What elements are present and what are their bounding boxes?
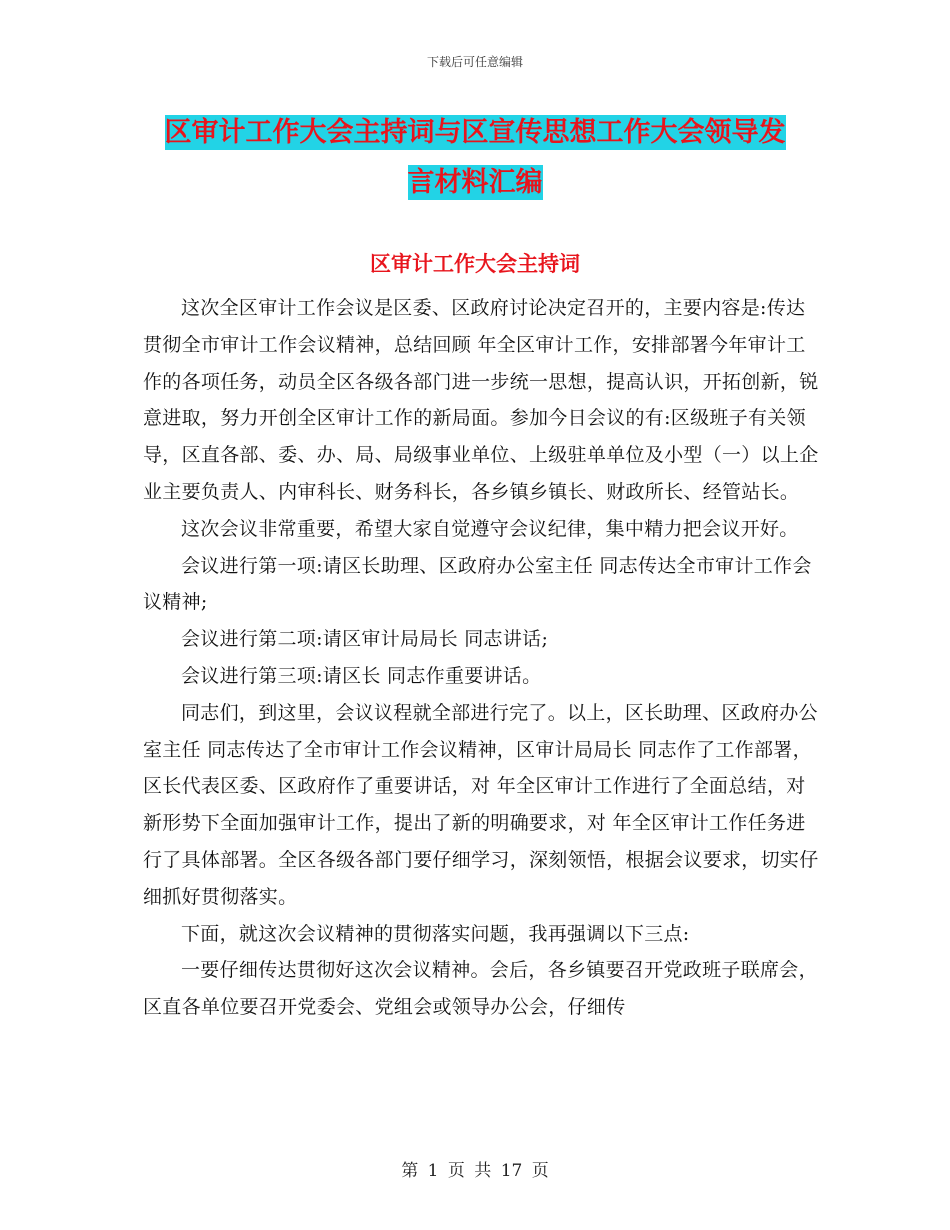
- document-title-line-1: 区审计工作大会主持词与区宣传思想工作大会领导发: [164, 117, 786, 148]
- section-title: 区审计工作大会主持词: [370, 252, 580, 276]
- paragraph: 会议进行第三项:请区长 同志作重要讲话。: [181, 664, 542, 687]
- paragraph: 下面，就这次会议精神的贯彻落实问题，我再强调以下三点:: [181, 922, 690, 945]
- paragraph: 同志们，到这里，会议议程就全部进行完了。以上，区长助理、区政府办公室主任 同志传达了全市审计工作会议精神，区审计局局长 同志作了工作部署， 区长代表区委、区政府作了重要讲话，对 年全区审计工作进行了全面总结，对新形势下全面加强审计工作，提出了新的明确要求，对 年全区审计工作任务进行了具体部署。全区各级各部门要仔细学习，深刻领悟，根据会议要求，切实仔细抓好贯彻落实。: [143, 701, 819, 908]
- paragraph: 会议进行第一项:请区长助理、区政府办公室主任 同志传达全市审计工作会议精神;: [143, 554, 812, 614]
- paragraph: 这次会议非常重要，希望大家自觉遵守会议纪律，集中精力把会议开好。: [181, 517, 799, 540]
- page-footer: 第 1 页 共 17 页: [401, 1161, 549, 1181]
- header-note: 下载后可任意编辑: [426, 55, 523, 69]
- paragraph: 一要仔细传达贯彻好这次会议精神。会后，各乡镇要召开党政班子联席会，区直各单位要召开党委会、党组会或领导办公会，仔细传: [143, 959, 818, 1019]
- paragraph: 这次全区审计工作会议是区委、区政府讨论决定召开的，主要内容是:传达贯彻全市审计工作会议精神，总结回顾 年全区审计工作，安排部署今年审计工作的各项任务，动员全区各级各部门进一步统一思想，提高认识，开拓创新，锐意进取，努力开创全区审计工作的新局面。参加今日会议的有:区级班子有关领导，区直各部、委、办、局、局级事业单位、上级驻单单位及小型（一）以上企业主要负责人、内审科长、财务科长，各乡镇乡镇长、财政所长、经管站长。: [143, 297, 819, 503]
- document-body: [143, 290, 823, 1026]
- paragraph: 会议进行第二项:请区审计局局长 同志讲话;: [181, 628, 549, 651]
- document-title: [0, 108, 950, 208]
- document-title-line-2: 言材料汇编: [407, 167, 543, 198]
